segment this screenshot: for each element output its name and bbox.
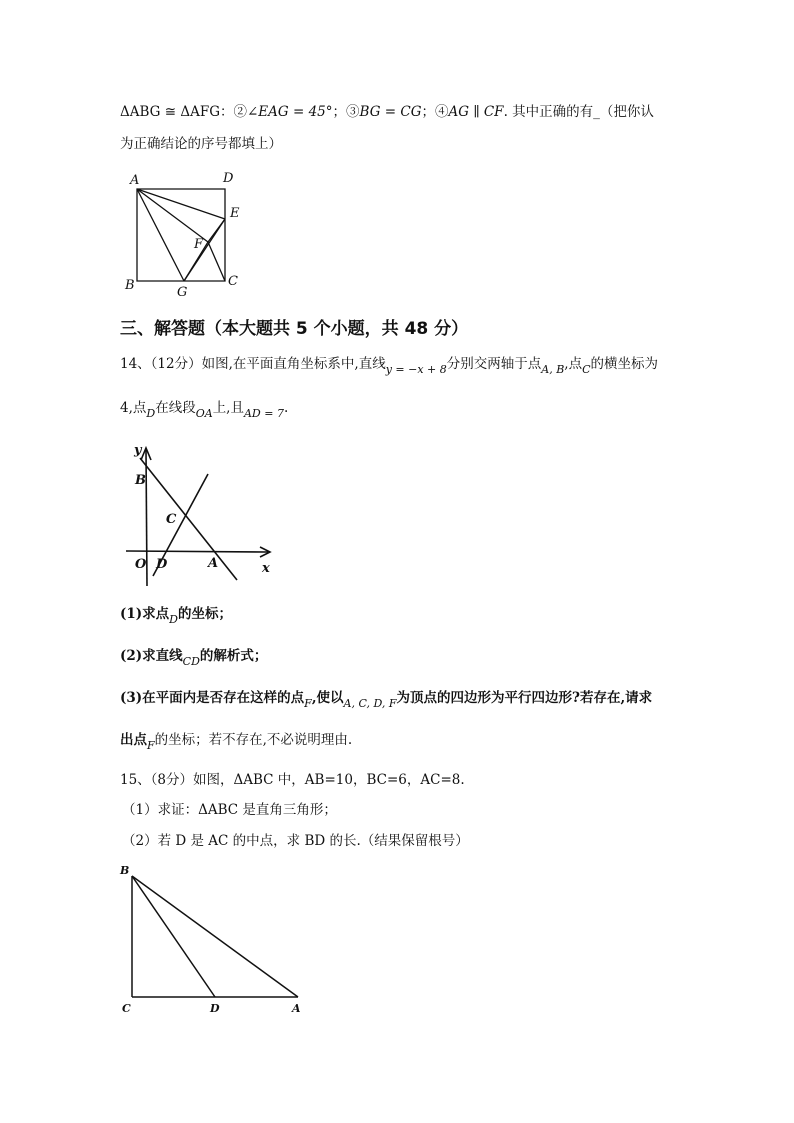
label-g: G <box>177 285 188 300</box>
q14-p1-num: (1) <box>120 606 143 622</box>
label-b: B <box>125 278 135 293</box>
q14-l2-eq: AD = 7 <box>243 407 284 420</box>
label-b: B <box>135 473 146 488</box>
q14-text-d: 的横坐标为 <box>590 356 659 372</box>
q13-conclusions-line <box>120 102 654 122</box>
q14-l2-b: 在线段 <box>155 400 196 416</box>
q14-p2-num: (2) <box>120 648 143 664</box>
label-y: y <box>134 443 142 458</box>
q14-coordinate-figure <box>120 436 290 591</box>
label-f: F <box>194 237 204 252</box>
q14-p3-text-b: ,使以 <box>311 690 344 706</box>
q14-p3-points: A, C, D, F <box>343 697 397 710</box>
q14-l2-oa: OA <box>195 407 213 420</box>
q14-l2-c: 上,且 <box>212 400 244 416</box>
q14-part3-line2 <box>120 730 352 751</box>
q14-p3-point-f: F <box>304 697 312 710</box>
label-c: C <box>122 1002 131 1015</box>
q14-p3-text-c: 为顶点的四边形为平行四边形?若存在,请求 <box>396 690 653 706</box>
label-a: A <box>208 556 219 571</box>
q13-square-figure <box>120 162 260 300</box>
q13-eq-angle: ∠EAG = 45° <box>247 104 333 120</box>
label-d: D <box>156 557 168 572</box>
q13-text-e: ；④ <box>421 104 449 120</box>
q13-text-c: ；③ <box>332 104 360 120</box>
q15-triangle-figure <box>114 862 314 1022</box>
q14-text-b: 分别交两轴于点 <box>446 356 542 372</box>
side-ab <box>132 876 298 997</box>
segment-fc <box>208 242 225 281</box>
q14-p2-end: 的解析式； <box>199 648 268 664</box>
label-a: A <box>130 173 140 188</box>
label-e: E <box>230 206 240 221</box>
label-d: D <box>223 171 234 186</box>
q13-text-g: . 其中正确的有_（把你认 <box>503 104 654 120</box>
section-heading: 三、解答题（本大题共 5 个小题，共 48 分） <box>120 319 469 339</box>
label-c: C <box>166 512 177 527</box>
q14-p1-point: D <box>169 613 178 626</box>
q14-l2-d: D <box>146 407 156 420</box>
q14-p3-num: (3) <box>120 690 143 706</box>
q13-eq-bg: BG = CG <box>359 104 422 120</box>
q13-instruction-line: 为正确结论的序号都填上） <box>120 136 282 152</box>
q14-p3-text-a: 在平面内是否存在这样的点 <box>142 690 305 706</box>
q14-l2-a: 4,点 <box>120 400 147 416</box>
q13-eq-parallel: AG ∥ CF <box>448 104 504 120</box>
q14-p1-end: 的坐标； <box>178 606 232 622</box>
segment-af <box>137 189 208 242</box>
q14-part3 <box>120 688 652 709</box>
q14-point-c: C <box>582 363 591 376</box>
q14-text-a: 14、（12分）如图,在平面直角坐标系中,直线 <box>120 356 386 372</box>
q14-p2-line: CD <box>182 655 200 668</box>
line-ab <box>140 458 237 580</box>
q14-p3l2-a: 出点 <box>120 732 147 748</box>
label-x: x <box>262 561 270 576</box>
q14-p3l2-b: 的坐标；若不存在,不必说明理由. <box>154 732 353 748</box>
q14-intro-line <box>120 354 658 375</box>
q14-points-ab: A, B <box>541 363 565 376</box>
q14-line-equation: y = −x + 8 <box>385 363 447 376</box>
q14-part2 <box>120 646 267 667</box>
label-o: O <box>135 557 147 572</box>
segment-bd <box>132 876 215 997</box>
q15-intro: 15、（8分）如图，ΔABC 中，AB=10，BC=6，AC=8. <box>120 772 465 788</box>
q14-part1 <box>120 604 232 625</box>
q14-p1-text: 求点 <box>142 606 170 622</box>
q14-line2 <box>120 398 288 419</box>
label-d: D <box>210 1002 220 1015</box>
q15-part1: （1）求证：ΔABC 是直角三角形； <box>122 802 337 818</box>
q14-text-c: ,点 <box>564 356 583 372</box>
q15-part2: （2）若 D 是 AC 的中点，求 BD 的长.（结果保留根号） <box>122 833 469 849</box>
q14-p2-text: 求直线 <box>142 648 183 664</box>
label-c: C <box>228 274 238 289</box>
square-outline <box>137 189 225 281</box>
label-a: A <box>292 1002 301 1015</box>
q14-p3l2-point: F <box>147 739 155 752</box>
label-b: B <box>120 864 130 877</box>
q14-l2-end: . <box>283 400 289 416</box>
q13-text-a: ΔABG ≅ ΔAFG：② <box>120 104 247 120</box>
